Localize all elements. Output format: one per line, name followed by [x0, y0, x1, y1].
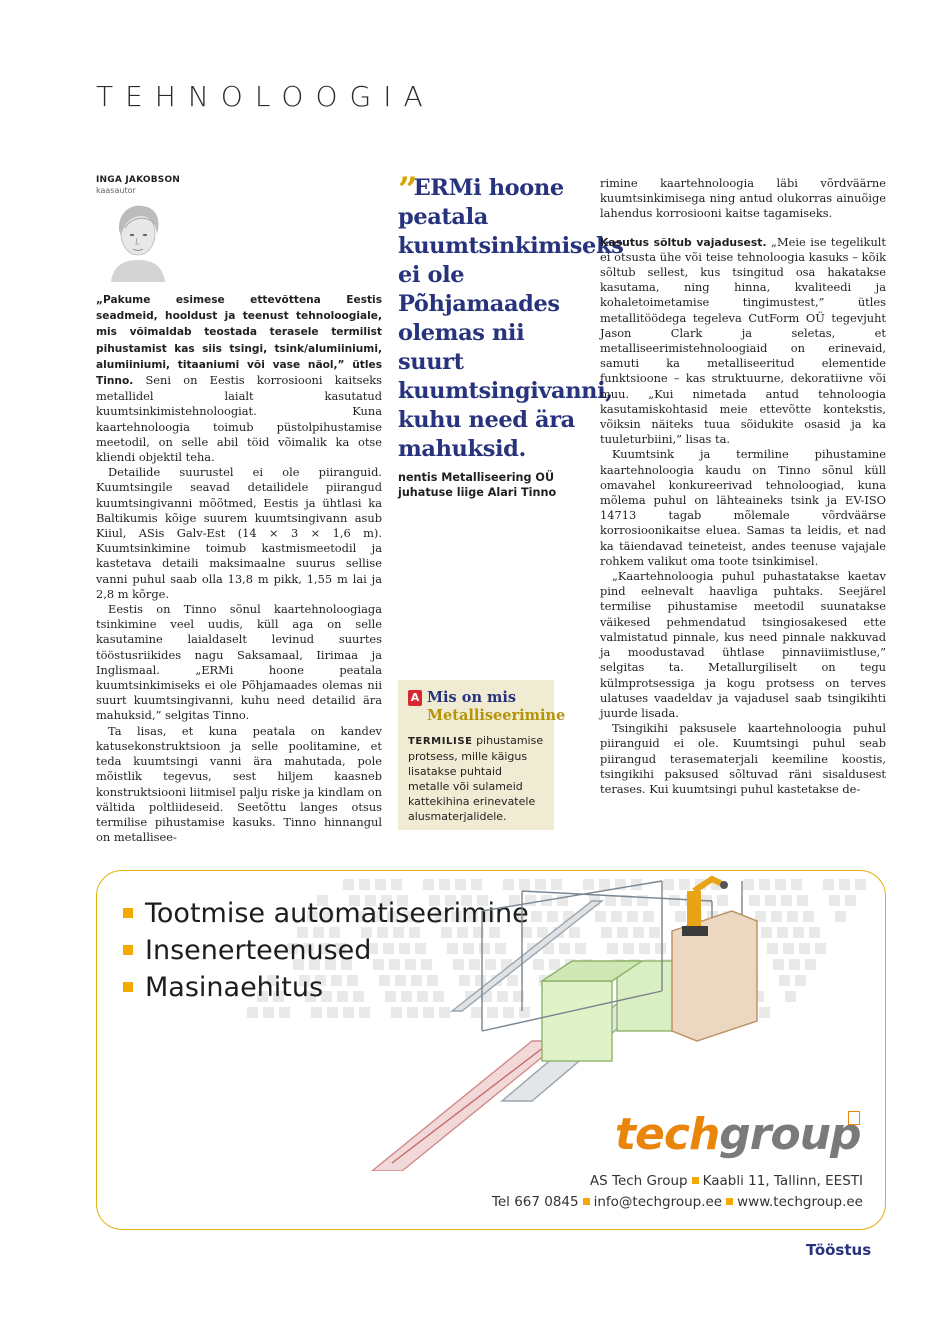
article-paragraph: Detailide suurustel ei ole piiranguid. Kuumtsingile seavad detailidele piirangud kuumtsingivanni mõõtmed, Eestis ja ühtlasi ka Baltikumis kõige suurem kuumtsingivann asub Kiiul, ASis Galv-Est (14 × 3 × 1,6 m). Kuumtsinkimine toimub kastmismeetodil ja kastetava detaili maksimaalne suurus sellise vanni puhul saab olla 13,8 m pikk, 1,55 m lai ja 2,8 m kõrge. [96, 465, 382, 601]
decorative-square [783, 943, 794, 954]
article-paragraph [600, 235, 886, 448]
decorative-square [795, 975, 806, 986]
logo-mark-icon [848, 1111, 860, 1125]
glossary-term: TERMILISE [408, 736, 473, 747]
glossary-title-line1: Mis on mis [427, 689, 517, 706]
decorative-square [797, 895, 808, 906]
author-photo [107, 200, 169, 282]
decorative-square [789, 959, 800, 970]
techgroup-logo: techgroup [615, 1109, 861, 1160]
ad-phone: Tel 667 0845 [491, 1194, 579, 1210]
decorative-square [765, 895, 776, 906]
article-paragraph: Eestis on Tinno sõnul kaartehnoloogiaga tsinkimine veel uudis, küll aga on selle kasutamine laialdaselt levinud suurtes tööstusriikides nagu Saksamaal, Iirimaa ja Inglismaal. „ERMi hoone peatala kuumtsinkimiseks ei ole Põhjamaades olemas nii suurt kuumtsingivanni, kuhu need detailid ära mahuksid,” selgitas Tinno. [96, 602, 382, 723]
glossary-definition [408, 733, 544, 824]
decorative-square [803, 911, 814, 922]
ad-website-link[interactable]: www.techgroup.ee [737, 1194, 863, 1210]
article-paragraph: Ta lisas, et kuna peatala on kandev katusekonstruktsioon ja selle poolitamine, et teda kuumtsingi vanni ära mahutada, pole mõistlik tegevus, sest hiljem kaasneb konstruktsiooni liitmisel palju riske ja kindlam on vältida poltliideseid. Seetõttu langes otsus termilise pihustamise kasuks. Tinno hinnangul on metallisee- [96, 723, 382, 845]
decorative-square [805, 959, 816, 970]
glossary-title-line2: Metalliseerimine [427, 707, 566, 724]
decorative-square [839, 879, 850, 890]
lead-quote: „Pakume esimese ettevõttena Eestis seadmeid, hooldust ja teenust tehnoloogiale, mis võimaldab teostada terasele termilist pihustamist kas siis tsingi, tsink/alumiiniumi, alumiiniumi, titaaniumi või vase näol,” ütles Tinno. [96, 294, 382, 388]
decorative-square [279, 1007, 290, 1018]
separator-icon [692, 1177, 699, 1184]
decorative-square [771, 911, 782, 922]
decorative-square [761, 927, 772, 938]
decorative-square [815, 943, 826, 954]
decorative-square [829, 895, 840, 906]
decorative-square [781, 895, 792, 906]
separator-icon [583, 1198, 590, 1205]
decorative-square [785, 991, 796, 1002]
glossary-box [398, 680, 566, 830]
separator-icon [726, 1198, 733, 1205]
ad-contact-info [492, 1171, 863, 1213]
decorative-square [793, 927, 804, 938]
author-name: INGA JAKOBSON [96, 175, 181, 185]
bullet-icon [123, 945, 133, 955]
decorative-square [779, 975, 790, 986]
ad-service-label: Masinaehitus [145, 972, 324, 1003]
article-paragraph: Tsingikihi paksusele kaartehnoloogia puhul piiranguid ei ole. Kuumtsingi puhul seab piirangud terasematerjali keemiline koostis, tsingikihi paksused sõltuvad räni sisaldusest terases. Kui kuumtsingi puhul kastetakse de- [600, 721, 886, 796]
bullet-icon [123, 908, 133, 918]
decorative-square [775, 879, 786, 890]
article-paragraph: rimine kaartehnoloogia läbi võrdväärne kuumtsinkimisega ning antud olukorras ainuõige lahendus korrosiooni kaitse tagamiseks. [600, 176, 886, 221]
pull-quote-text: ERMi hoone peatala kuumtsinkimiseks ei ole Põhjamaades olemas nii suurt kuumtsingivanni, kuhu need ära mahuksid. [398, 175, 624, 462]
section-title: TEHNOLOOGIA [96, 80, 435, 113]
ad-address: Kaabli 11, Tallinn, EESTI [702, 1173, 863, 1189]
article-text: Seni on Eestis korrosiooni kaitseks metallidel laialt kasutatud kuumtsinkimistehnoloogiat. Kuna kaartehnoloogia toimub püstolpihustamise meetodil, on selle abil töid võimalik ka otse kliendi objektil teha. [96, 373, 383, 465]
article-paragraph [96, 292, 382, 465]
glossary-badge: A [408, 690, 422, 706]
decorative-square [823, 879, 834, 890]
bullet-icon [123, 982, 133, 992]
decorative-square [767, 943, 778, 954]
decorative-square [835, 911, 846, 922]
ad-service-label: Insenerteenused [145, 935, 372, 966]
glossary-text: pihustamise protsess, mille käigus lisatakse puhtaid metalle või sulameid kattekihina erinevatele alusmaterjalidele. [408, 734, 544, 823]
ad-company: AS Tech Group [589, 1173, 688, 1189]
ad-service-label: Tootmise automatiseerimine [145, 898, 529, 929]
decorative-square [787, 911, 798, 922]
decorative-square [809, 927, 820, 938]
publication-brand: Tööstus [806, 1241, 872, 1259]
glossary-title [427, 689, 565, 725]
decorative-square [311, 1007, 322, 1018]
pull-quote-attribution: nentis Metalliseering OÜ juhatuse liige Alari Tinno [398, 471, 557, 499]
pull-quote [398, 170, 624, 500]
decorative-square [855, 879, 866, 890]
decorative-square [845, 895, 856, 906]
article-text: „Meie ise tegelikult ei otsusta ühe või teise tehnoloogia kasuks – kõik sõltub sellest, kus tsingitud osa hakatakse kasutama, ning hinna, kvaliteedi ja kohaletoimetamise tingimustest,” ütles metallitöödega tegeleva CutForm OÜ tegevjuht Jason Clark ja seletas, et metalliseerimistehnoloogiaid on erinevaid, samuti ka metalliseeritud elementide funktsioone – kas struktuurne, dekoratiivne või muu. „Kui nimetada antud tehnoloogia kasutamiskohtasid meie ettevõtte kontekstis, võiksin näiteks tuua sõidukite osasid ja ka tuuleturbiini,” lisas ta. [600, 234, 887, 447]
decorative-square [247, 1007, 258, 1018]
article-column-1 [96, 292, 382, 845]
techgroup-advertisement[interactable] [96, 870, 886, 1230]
decorative-square [777, 927, 788, 938]
ad-email-link[interactable]: info@techgroup.ee [593, 1194, 723, 1210]
article-column-3 [600, 176, 886, 797]
decorative-square [263, 1007, 274, 1018]
author-role: kaasautor [96, 186, 136, 195]
decorative-square [791, 879, 802, 890]
subheading: Kasutus sõltub vajadusest. [600, 235, 767, 249]
article-paragraph: Kuumtsink ja termiline pihustamine kaartehnoloogia kaudu on Tinno sõnul küll omavahel konkureerivad tehnoloogiad, kuna mõlema puhul on lähteaineks tsink ja EV-ISO 14713 tagab mõlemale võrdväärse korrosioonikaitse eluea. Samas ta leidis, et nad ka täiendavad teineteist, andes teenuse vajajale rohkem valikut oma toote tsinkimisel. [600, 447, 886, 568]
article-paragraph: „Kaartehnoloogia puhul puhastatakse kaetav pind eelnevalt haavliga puhtaks. Seejärel termilise pihustamise meetodil suunatakse väikesed pehmendatud tsingiosakesed ette valmistatud pinnale, kus need pinnale nakkuvad ja moodustavad ühtlase pinnaviimistluse,” selgitas ta. Metallurgiliselt on tegu külmprotsessiga ja kogu protsess on terves ulatuses vaadeldav ja vajadusel saab tsingikihti juurde lisada. [600, 569, 886, 720]
decorative-square [773, 959, 784, 970]
author-byline [96, 175, 180, 195]
decorative-square [799, 943, 810, 954]
quote-mark-icon: ” [398, 170, 412, 210]
